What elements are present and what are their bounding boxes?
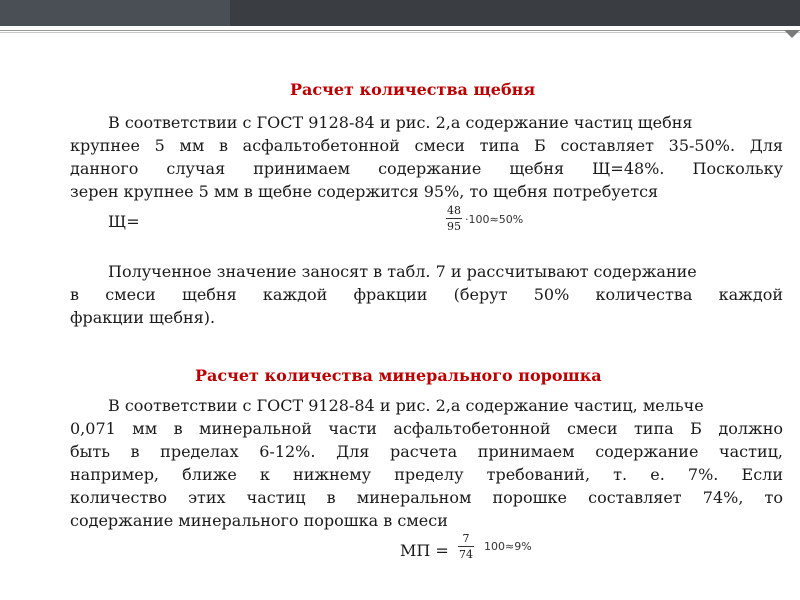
section1-line-3: данного случая принимаем содержание щебня Щ=48%. Поскольку	[70, 159, 783, 178]
section1-line-4: зерен крупнее 5 мм в щебне содержится 95%, то щебня потребуется	[70, 182, 659, 201]
section1-after-line-3: фракции щебня).	[70, 308, 216, 327]
section2-line-4: например, ближе к нижнему пределу требований, т. е. 7%. Если	[70, 465, 783, 484]
section2-fraction-denominator: 74	[459, 548, 473, 561]
section1-after-line-1: Полученное значение заносят в табл. 7 и рассчитывают содержание	[108, 262, 697, 281]
section2-line-2: 0,071 мм в минеральной части асфальтобетонной смеси типа Б должно	[70, 419, 783, 438]
section2-fraction	[458, 532, 474, 561]
section1-formula-label: Щ=	[108, 212, 140, 231]
fraction-bar	[446, 218, 462, 219]
section1-after-line-2: в смеси щебня каждой фракции (берут 50% количества каждой	[70, 285, 783, 304]
section2-line-1: В соответствии с ГОСТ 9128-84 и рис. 2,а содержание частиц, мельче	[108, 396, 704, 415]
section2-formula-label: МП =	[400, 541, 449, 560]
section2-line-6: содержание минерального порошка в смеси	[70, 511, 448, 530]
section2-title: Расчет количества минерального порошка	[195, 366, 602, 385]
top-bar-accent	[0, 0, 230, 26]
corner-triangle-icon	[784, 30, 800, 38]
section1-fraction-denominator: 95	[447, 220, 461, 233]
section2-line-5: количество этих частиц в минеральном порошке составляет 74%, то	[70, 488, 783, 507]
section2-fraction-numerator: 7	[462, 532, 470, 545]
section1-line-2: крупнее 5 мм в асфальтобетонной смеси типа Б составляет 35-50%. Для	[70, 136, 783, 155]
top-bar	[0, 0, 800, 26]
section1-title: Расчет количества щебня	[290, 80, 536, 99]
section2-formula-tail: 100≈9%	[484, 540, 532, 553]
section2-line-3: быть в пределах 6-12%. Для расчета принимаем содержание частиц,	[70, 442, 783, 461]
section1-fraction-numerator: 48	[447, 204, 461, 217]
section1-formula-tail: ·100≈50%	[465, 213, 524, 226]
section1-fraction	[446, 204, 462, 233]
section1-line-1: В соответствии с ГОСТ 9128-84 и рис. 2,а содержание частиц щебня	[108, 113, 693, 132]
divider-line	[0, 30, 800, 31]
divider-line-secondary	[0, 32, 800, 33]
fraction-bar	[458, 546, 474, 547]
